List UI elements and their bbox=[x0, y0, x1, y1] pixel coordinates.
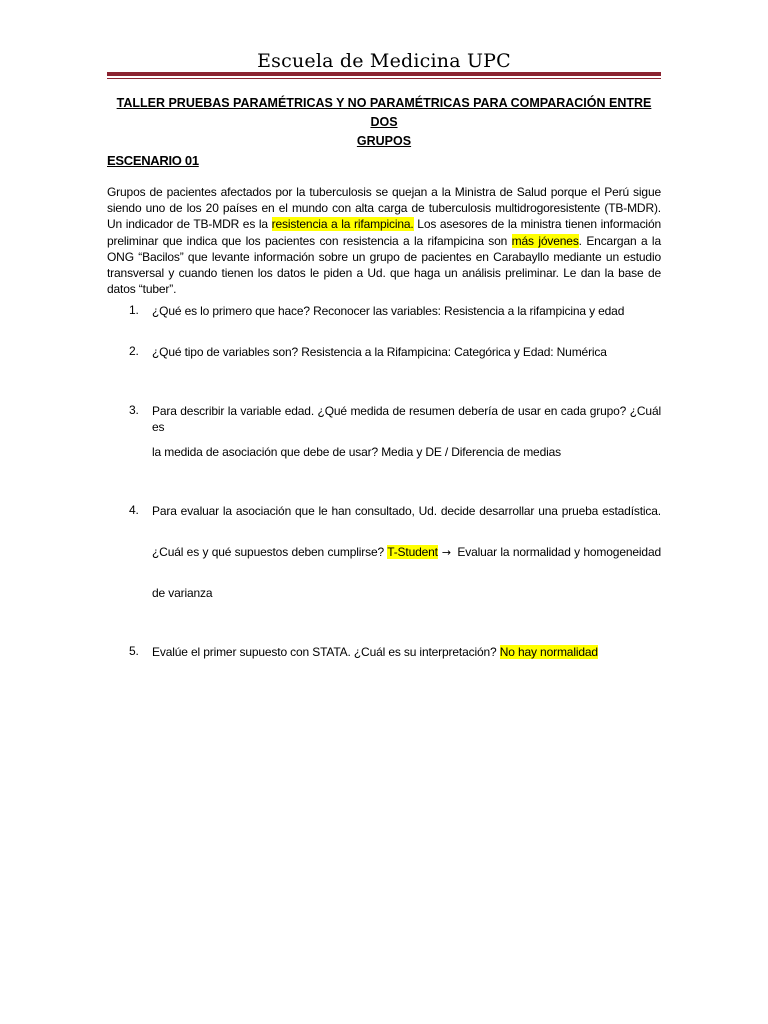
question-number: 3. bbox=[129, 403, 139, 417]
document-title-line-1: TALLER PRUEBAS PARAMÉTRICAS Y NO PARAMÉTRICAS PARA COMPARACIÓN ENTRE DOS bbox=[116, 96, 652, 129]
question-text-line-1: Para describir la variable edad. ¿Qué medida de resumen debería de usar en cada grupo? ¿Cuál es bbox=[152, 404, 661, 434]
question-text-line-2 bbox=[152, 544, 661, 585]
intro-highlight-2: más jóvenes bbox=[511, 233, 579, 248]
question-text-before: Evalúe el primer supuesto con STATA. ¿Cuál es su interpretación? bbox=[152, 645, 500, 659]
answer-highlight: T-Student bbox=[387, 545, 438, 559]
question-text-before: ¿Cuál es y qué supuestos deben cumplirse? bbox=[152, 545, 388, 559]
intro-text-3: . Encargan a la ONG “Bacilos” que levante información sobre un grupo de pacientes en Carabayllo mediante un estudio transversal y cuando tienen los datos le piden a Ud. que haga un análisis preliminar. Le dan la base de datos “tuber”. bbox=[107, 233, 661, 297]
question-number: 1. bbox=[129, 303, 139, 317]
question-text-line-3: de varianza bbox=[152, 586, 213, 600]
question-text: ¿Qué tipo de variables son? Resistencia a la Rifampicina: Categórica y Edad: Numérica bbox=[152, 345, 607, 359]
document-title bbox=[107, 94, 661, 151]
right-arrow-icon: → bbox=[441, 546, 451, 559]
section-heading: ESCENARIO 01 bbox=[107, 153, 199, 168]
intro-highlight-1: resistencia a la rifampicina. bbox=[271, 217, 414, 232]
question-number: 4. bbox=[129, 503, 139, 517]
question-body bbox=[152, 403, 661, 485]
question-text: ¿Qué es lo primero que hace? Reconocer las variables: Resistencia a la rifampicina y edad bbox=[152, 304, 625, 318]
header-rule-thick bbox=[107, 72, 661, 76]
question-body bbox=[152, 503, 661, 626]
question-text-line-1: Para evaluar la asociación que le han consultado, Ud. decide desarrollar una prueba estadística. bbox=[152, 504, 661, 518]
intro-text-1: Grupos de pacientes afectados por la tuberculosis se quejan a la Ministra de Salud porque el Perú sigue siendo uno de los 20 países en el mundo con alta carga de tuberculosis multidrogoresistente (TB-MDR). Un indicador de TB-MDR es la bbox=[107, 185, 661, 232]
question-text-line-2: la medida de asociación que debe de usar? Media y DE / Diferencia de medias bbox=[152, 445, 561, 459]
question-number: 2. bbox=[129, 344, 139, 358]
intro-paragraph bbox=[107, 184, 661, 297]
header-rule-thin bbox=[107, 78, 661, 79]
question-text-line-1 bbox=[152, 644, 661, 685]
document-title-line-2: GRUPOS bbox=[356, 134, 412, 148]
question-number: 5. bbox=[129, 644, 139, 658]
intro-text-2: Los asesores de la ministra tienen información preliminar que indica que los pacientes con resistencia a la rifampicina son bbox=[107, 217, 661, 248]
answer-highlight: No hay normalidad bbox=[499, 645, 598, 659]
question-body bbox=[152, 644, 661, 685]
page-header-title: Escuela de Medicina UPC bbox=[257, 50, 511, 72]
question-body bbox=[152, 303, 661, 344]
question-text-after: Evaluar la normalidad y homogeneidad bbox=[453, 545, 661, 559]
question-body bbox=[152, 344, 661, 385]
